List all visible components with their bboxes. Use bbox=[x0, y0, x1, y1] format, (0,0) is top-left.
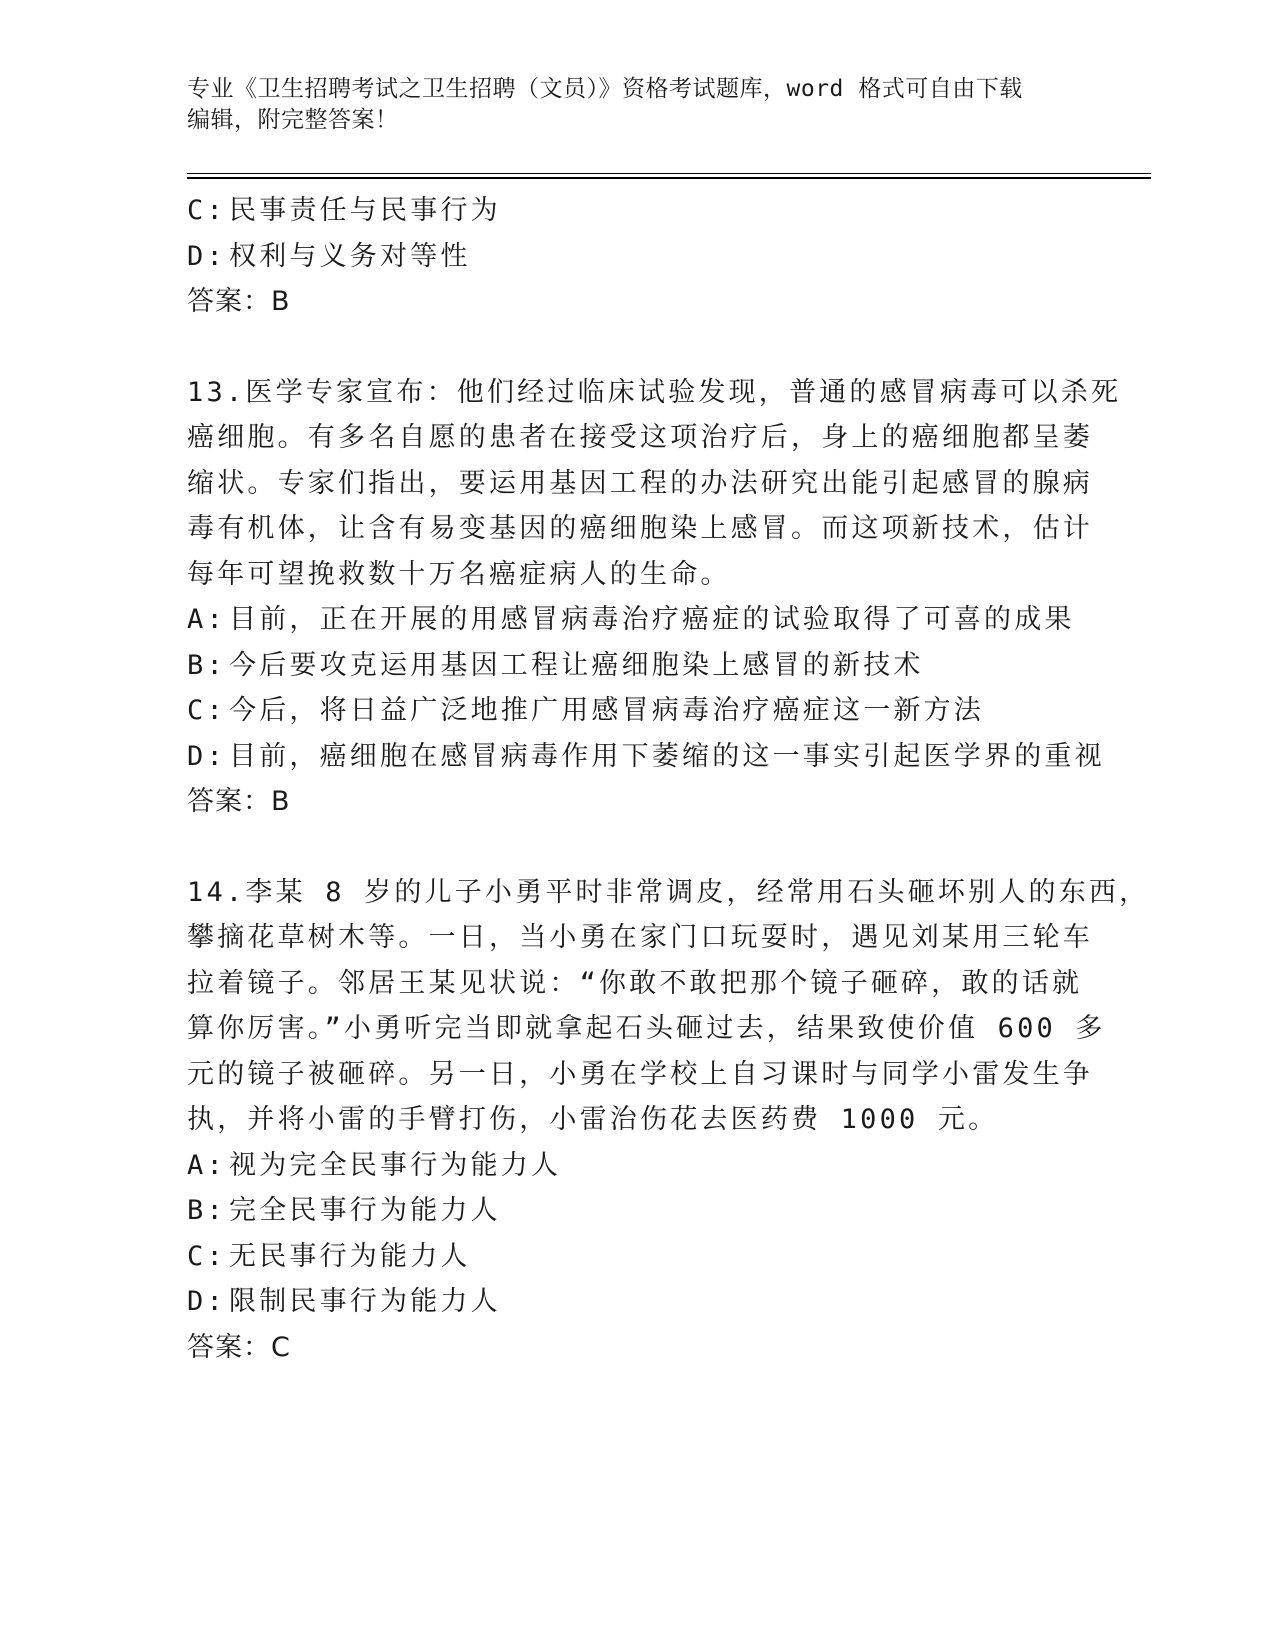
option-text: 视为完全民事行为能力人 bbox=[229, 1149, 562, 1181]
option-label: B: bbox=[187, 649, 226, 681]
option-text: 今后，将日益广泛地推广用感冒病毒治疗癌症这一新方法 bbox=[229, 695, 984, 726]
stem-line: 13.医学专家宣布：他们经过临床试验发现，普通的感冒病毒可以杀死 bbox=[187, 376, 1122, 408]
option-c bbox=[187, 1234, 1087, 1280]
stem-line: 每年可望挽救数十万名癌症病人的生命。 bbox=[187, 558, 731, 590]
option-b bbox=[187, 1188, 1087, 1234]
stem-line: 14.李某 8 岁的儿子小勇平时非常调皮，经常用石头砸坏别人的东西， bbox=[187, 876, 1150, 908]
answer-line: 答案：B bbox=[187, 786, 291, 817]
stem-line: 毒有机体，让含有易变基因的癌细胞染上感冒。而这项新技术，估计 bbox=[187, 513, 1093, 544]
option-text: 权利与义务对等性 bbox=[229, 240, 471, 272]
stem-line: 算你厉害。”小勇听完当即就拿起石头砸过去，结果致使价值 600 多 bbox=[187, 1013, 1106, 1044]
prev-question-tail bbox=[187, 188, 1087, 325]
option-text: 无民事行为能力人 bbox=[229, 1240, 471, 1272]
option-label: C: bbox=[187, 1240, 226, 1272]
option-b bbox=[187, 643, 1087, 689]
spacer bbox=[187, 825, 1087, 870]
stem-line: 元的镜子被砸碎。另一日，小勇在学校上自习课时与同学小雷发生争 bbox=[187, 1058, 1093, 1090]
option-d bbox=[187, 734, 1105, 780]
option-label: D: bbox=[187, 740, 226, 772]
stem-line: 执，并将小雷的手臂打伤，小雷治伤花去医药费 1000 元。 bbox=[187, 1104, 999, 1135]
document-header: 专业《卫生招聘考试之卫生招聘（文员）》资格考试题库，word 格式可自由下载 编辑，附完整答案！ bbox=[187, 76, 1023, 133]
option-label: C: bbox=[187, 695, 226, 726]
option-d bbox=[187, 234, 1087, 280]
option-label: C: bbox=[187, 195, 226, 226]
option-label: D: bbox=[187, 1286, 226, 1317]
option-text: 目前，正在开展的用感冒病毒治疗癌症的试验取得了可喜的成果 bbox=[229, 604, 1075, 635]
stem-line: 癌细胞。有多名自愿的患者在接受这项治疗后，身上的癌细胞都呈萎 bbox=[187, 422, 1093, 453]
question-13 bbox=[187, 370, 1122, 825]
option-text: 目前，癌细胞在感冒病毒作用下萎缩的这一事实引起医学界的重视 bbox=[229, 740, 1105, 772]
stem-line: 拉着镜子。邻居王某见状说：“你敢不敢把那个镜子砸碎，敢的话就 bbox=[187, 967, 1083, 999]
option-text: 完全民事行为能力人 bbox=[229, 1195, 501, 1226]
option-d bbox=[187, 1279, 1087, 1325]
header-rule-thin bbox=[187, 173, 1151, 174]
question-14 bbox=[187, 870, 1150, 1371]
option-a bbox=[187, 597, 1087, 643]
stem-line: 缩状。专家们指出，要运用基因工程的办法研究出能引起感冒的腺病 bbox=[187, 467, 1093, 499]
option-label: A: bbox=[187, 1149, 226, 1181]
option-label: D: bbox=[187, 240, 226, 272]
answer-line: 答案：B bbox=[187, 286, 291, 317]
question-stem bbox=[187, 370, 1122, 598]
option-c bbox=[187, 688, 1087, 734]
option-text: 民事责任与民事行为 bbox=[229, 195, 501, 226]
option-label: B: bbox=[187, 1195, 226, 1226]
header-rule-thick bbox=[187, 177, 1151, 179]
option-text: 今后要攻克运用基因工程让癌细胞染上感冒的新技术 bbox=[229, 649, 924, 681]
option-label: A: bbox=[187, 604, 226, 635]
option-c bbox=[187, 188, 1087, 234]
stem-line: 攀摘花草树木等。一日，当小勇在家门口玩耍时，遇见刘某用三轮车 bbox=[187, 922, 1093, 953]
spacer bbox=[187, 325, 1087, 370]
option-a bbox=[187, 1143, 1087, 1189]
option-text: 限制民事行为能力人 bbox=[229, 1286, 501, 1317]
answer-line: 答案：C bbox=[187, 1331, 291, 1363]
question-content bbox=[187, 188, 1150, 1370]
question-stem bbox=[187, 870, 1150, 1143]
